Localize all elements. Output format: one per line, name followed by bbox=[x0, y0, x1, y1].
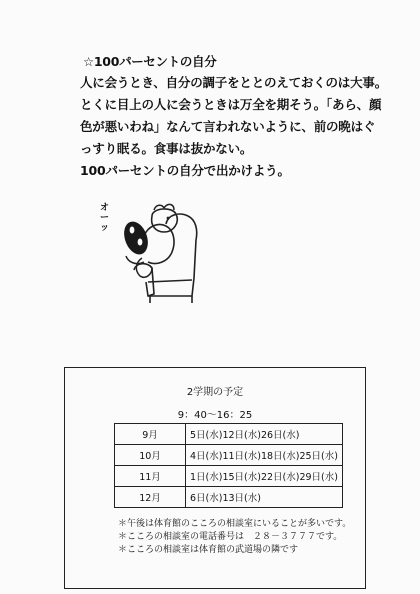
month-cell: 10月 bbox=[115, 445, 186, 466]
table-row bbox=[115, 445, 343, 466]
month-cell: 11月 bbox=[115, 466, 186, 487]
section-heading: ☆100パーセントの自分 bbox=[83, 54, 217, 69]
table-row bbox=[115, 487, 343, 508]
paragraph-line: っすり眠る。食事は抜かない。 bbox=[80, 141, 253, 156]
schedule-table bbox=[114, 423, 343, 508]
dates-cell: 1日(水)15日(水)22日(水)29日(水) bbox=[186, 466, 343, 487]
bear-in-armchair-illustration bbox=[96, 196, 226, 306]
month-cell: 9月 bbox=[115, 424, 186, 445]
table-row bbox=[115, 466, 343, 487]
note-line: ＊こころの相談室は体育館の武道場の隣です bbox=[118, 545, 299, 555]
note-line: ＊こころの相談室の電話番号は ２８－３７７７です。 bbox=[118, 532, 343, 542]
schedule-box bbox=[64, 367, 366, 589]
paragraph-line: 100パーセントの自分で出かけよう。 bbox=[80, 163, 290, 178]
schedule-time: 9：40〜16：25 bbox=[177, 410, 253, 421]
schedule-notes bbox=[118, 518, 351, 557]
schedule-title: 2学期の予定 bbox=[186, 387, 244, 398]
paragraph-line: 色が悪いわね」なんて言われないように、前の晩はぐ bbox=[80, 119, 376, 134]
dates-cell: 4日(水)11日(水)18日(水)25日(水) bbox=[186, 445, 343, 466]
sound-effect-text: オーッ bbox=[100, 203, 110, 233]
bear-armchair-drawing bbox=[96, 196, 226, 306]
dates-cell: 6日(水)13日(水) bbox=[186, 487, 343, 508]
note-line: ＊午後は体育館のこころの相談室にいることが多いです。 bbox=[118, 519, 352, 529]
dates-cell: 5日(水)12日(水)26日(水) bbox=[186, 424, 343, 445]
paragraph-line: とくに目上の人に会うときは万全を期そう。「あら、顔 bbox=[80, 97, 382, 112]
body-paragraph bbox=[80, 72, 388, 182]
month-cell: 12月 bbox=[115, 487, 186, 508]
table-row bbox=[115, 424, 343, 445]
paragraph-line: 人に会うとき、自分の調子をととのえておくのは大事。 bbox=[80, 75, 388, 90]
